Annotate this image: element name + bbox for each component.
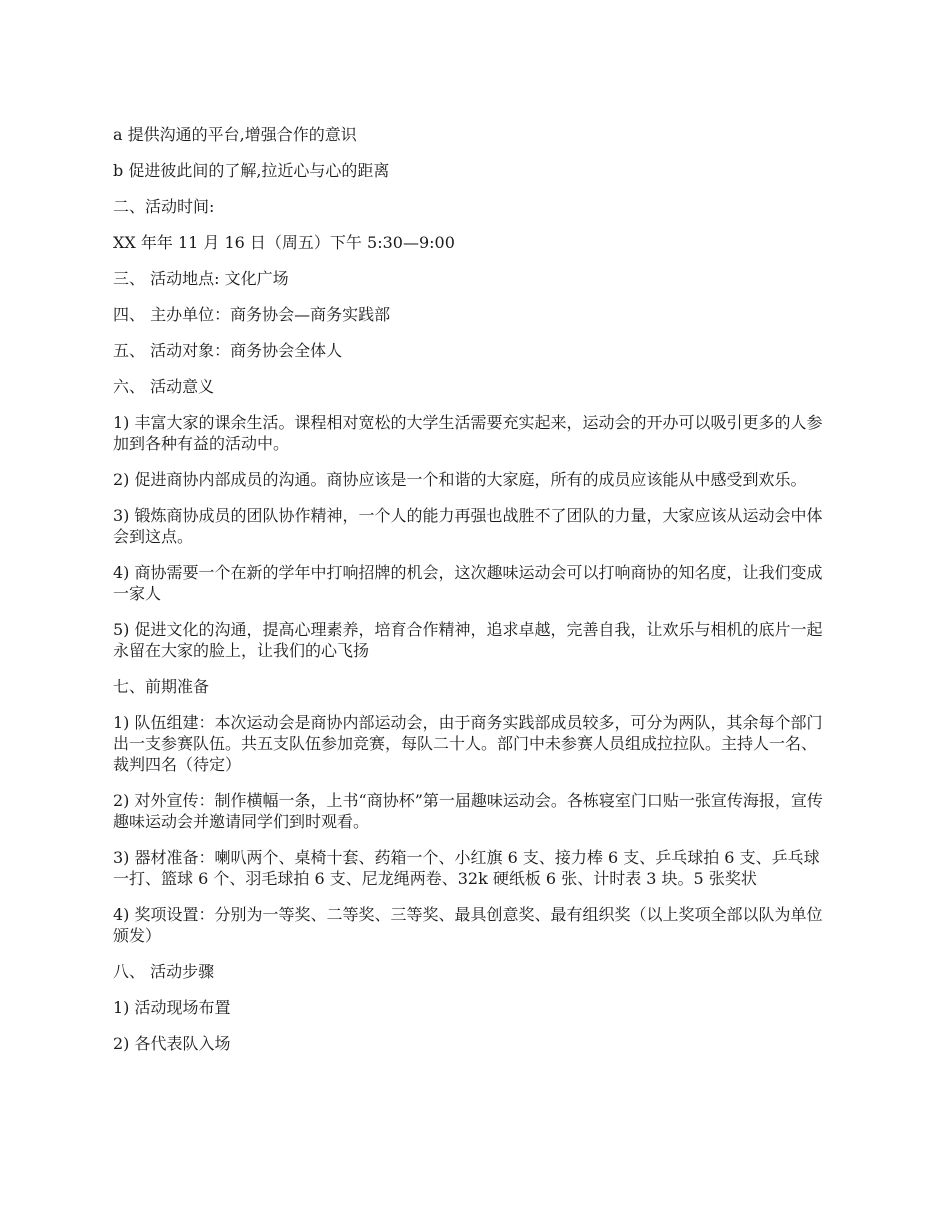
preparation-item-3: 3) 器材准备：喇叭两个、桌椅十套、药箱一个、小红旗 6 支、接力棒 6 支、乒乓球拍 6 支、乒乓球一打、篮球 6 个、羽毛球拍 6 支、尼龙绳两卷、32k 硬纸板 6 张、计时表 3 块。5 张奖状 [113, 848, 820, 888]
steps-item-2: 2) 各代表队入场 [113, 1034, 231, 1053]
preparation-item-4: 4) 奖项设置：分别为一等奖、二等奖、三等奖、最具创意奖、最有组织奖（以上奖项全部以队为单位颁发） [113, 905, 823, 945]
significance-item-2: 2) 促进商协内部成员的沟通。商协应该是一个和谐的大家庭，所有的成员应该能从中感受到欢乐。 [113, 470, 807, 489]
significance-item-3: 3) 锻炼商协成员的团队协作精神，一个人的能力再强也战胜不了团队的力量，大家应该从运动会中体会到这点。 [113, 506, 823, 546]
significance-item-5: 5) 促进文化的沟通，提高心理素养，培育合作精神，追求卓越，完善自我，让欢乐与相机的底片一起永留在大家的脸上，让我们的心飞扬 [113, 620, 823, 660]
paragraph-objective-b: b 促进彼此间的了解,拉近心与心的距离 [113, 161, 390, 180]
section-heading-time: 二、活动时间: [113, 197, 215, 216]
significance-item-4: 4) 商协需要一个在新的学年中打响招牌的机会，这次趣味运动会可以打响商协的知名度，让我们变成一家人 [113, 563, 823, 603]
section-heading-organizer: 四、 主办单位：商务协会—商务实践部 [113, 305, 391, 324]
section-heading-significance: 六、 活动意义 [113, 377, 215, 396]
preparation-item-1: 1) 队伍组建：本次运动会是商协内部运动会，由于商务实践部成员较多，可分为两队，其余每个部门出一支参赛队伍。共五支队伍参加竞赛，每队二十人。部门中未参赛人员组成拉拉队。主持人一名、裁判四名（待定） [113, 713, 823, 774]
preparation-item-2: 2) 对外宣传：制作横幅一条，上书“商协杯”第一届趣味运动会。各栋寝室门口贴一张宣传海报，宣传趣味运动会并邀请同学们到时观看。 [113, 791, 823, 831]
paragraph-objective-a: a 提供沟通的平台,增强合作的意识 [113, 125, 357, 144]
paragraph-time: XX 年年 11 月 16 日（周五）下午 5:30—9:00 [113, 233, 455, 252]
section-heading-steps: 八、 活动步骤 [113, 962, 215, 981]
section-heading-location: 三、 活动地点: 文化广场 [113, 269, 289, 288]
section-heading-preparation: 七、前期准备 [113, 677, 210, 696]
section-heading-audience: 五、 活动对象：商务协会全体人 [113, 341, 343, 360]
document-body [113, 124, 829, 1069]
significance-item-1: 1) 丰富大家的课余生活。课程相对宽松的大学生活需要充实起来，运动会的开办可以吸引更多的人参加到各种有益的活动中。 [113, 413, 823, 453]
steps-item-1: 1) 活动现场布置 [113, 998, 231, 1017]
